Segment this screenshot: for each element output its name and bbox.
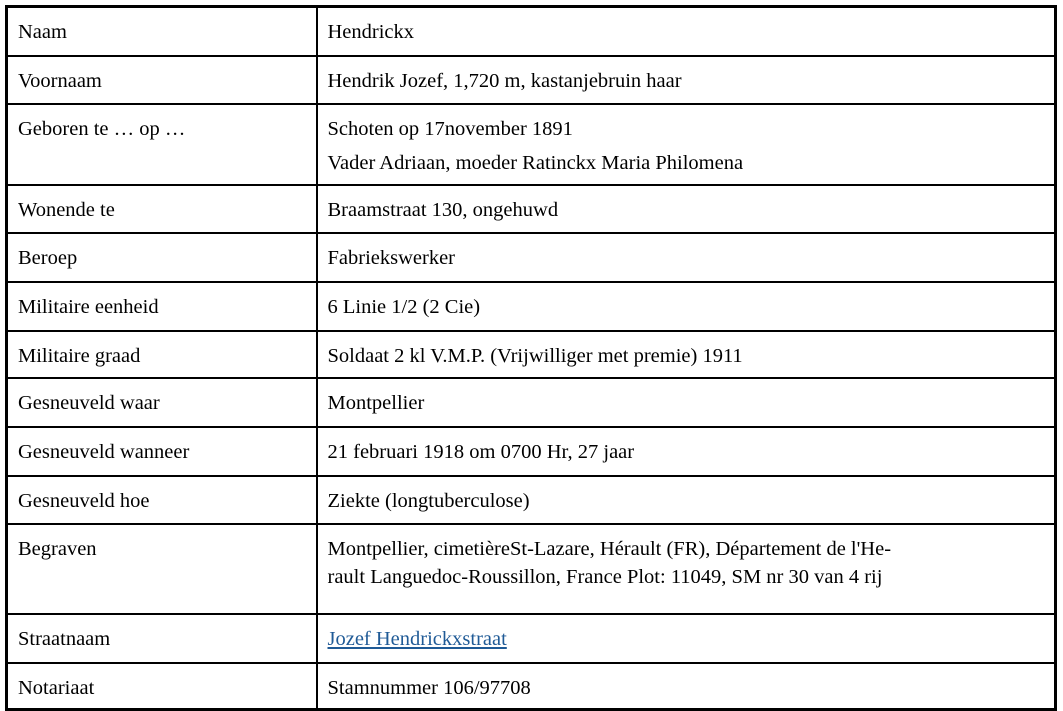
label-wonende: Wonende te (7, 185, 317, 233)
value-geboren (317, 104, 1056, 185)
value-begraven-line-1: Montpellier, cimetièreSt-Lazare, Hérault (FR), Département de l'He- (327, 537, 892, 560)
value-gesneuveld-wanneer: 21 februari 1918 om 0700 Hr, 27 jaar (317, 427, 1056, 476)
row-wonende (7, 185, 1056, 233)
row-voornaam (7, 56, 1056, 104)
label-straatnaam: Straatnaam (7, 614, 317, 663)
row-gesneuveld-wanneer (7, 427, 1056, 476)
row-notariaat (7, 663, 1056, 710)
label-gesneuveld-hoe: Gesneuveld hoe (7, 476, 317, 524)
row-begraven (7, 524, 1056, 614)
value-begraven-line-2: rault Languedoc-Roussillon, France Plot: 11049, SM nr 30 van 4 rij (327, 565, 883, 588)
row-militaire-eenheid (7, 282, 1056, 331)
label-notariaat: Notariaat (7, 663, 317, 710)
value-straatnaam (317, 614, 1056, 663)
value-notariaat: Stamnummer 106/97708 (317, 663, 1056, 710)
row-militaire-graad (7, 331, 1056, 378)
value-militaire-graad: Soldaat 2 kl V.M.P. (Vrijwilliger met premie) 1911 (317, 331, 1056, 378)
label-naam: Naam (7, 7, 317, 56)
value-naam: Hendrickx (317, 7, 1056, 56)
street-link[interactable]: Jozef Hendrickxstraat (327, 627, 507, 650)
row-naam (7, 7, 1056, 56)
row-gesneuveld-waar (7, 378, 1056, 427)
value-militaire-eenheid: 6 Linie 1/2 (2 Cie) (317, 282, 1056, 331)
value-beroep: Fabriekswerker (317, 233, 1056, 282)
row-beroep (7, 233, 1056, 282)
label-voornaam: Voornaam (7, 56, 317, 104)
value-wonende: Braamstraat 130, ongehuwd (317, 185, 1056, 233)
value-begraven (317, 524, 1056, 614)
label-beroep: Beroep (7, 233, 317, 282)
label-geboren: Geboren te … op … (7, 104, 317, 185)
record-table (5, 5, 1057, 711)
label-militaire-graad: Militaire graad (7, 331, 317, 378)
value-geboren-line-2: Vader Adriaan, moeder Ratinckx Maria Philomena (327, 151, 744, 174)
row-geboren (7, 104, 1056, 185)
label-gesneuveld-wanneer: Gesneuveld wanneer (7, 427, 317, 476)
value-geboren-line-1: Schoten op 17november 1891 (327, 117, 573, 140)
label-begraven: Begraven (7, 524, 317, 614)
label-militaire-eenheid: Militaire eenheid (7, 282, 317, 331)
value-gesneuveld-waar: Montpellier (317, 378, 1056, 427)
row-straatnaam (7, 614, 1056, 663)
label-gesneuveld-waar: Gesneuveld waar (7, 378, 317, 427)
value-voornaam: Hendrik Jozef, 1,720 m, kastanjebruin haar (317, 56, 1056, 104)
row-gesneuveld-hoe (7, 476, 1056, 524)
value-gesneuveld-hoe: Ziekte (longtuberculose) (317, 476, 1056, 524)
